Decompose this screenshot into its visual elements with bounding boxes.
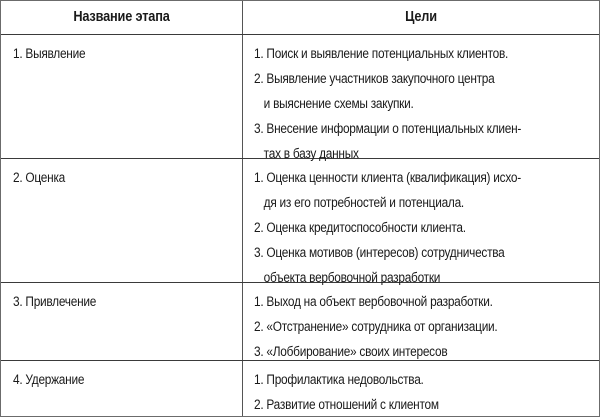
goal-item: 2. Развитие отношений с клиентом: [254, 397, 439, 412]
stage-cell: [1, 283, 242, 314]
goals-cell: [243, 159, 599, 290]
stage-cell: [1, 35, 242, 66]
goal-item: 2. Выявление участников закупочного центра и выяснение схемы закупки.: [254, 71, 495, 111]
goals-cell: [243, 283, 599, 364]
table-row: [1, 159, 599, 283]
table-row: [1, 361, 599, 416]
table-header-row: [1, 1, 599, 35]
goal-item: 3. Оценка мотивов (интересов) сотрудничества объекта вербовочной разработки: [254, 245, 505, 285]
goal-item: 1. Оценка ценности клиента (квалификация) исхо- дя из его потребностей и потенциала.: [254, 170, 521, 210]
table-row: [1, 283, 599, 361]
header-stage: Название этапа: [73, 9, 170, 25]
table-row: [1, 35, 599, 159]
goal-item: 2. Оценка кредитоспособности клиента.: [254, 220, 466, 235]
header-goals: Цели: [405, 9, 437, 25]
goals-cell: [243, 35, 599, 166]
stage-name: 2. Оценка: [13, 170, 65, 185]
goal-item: 1. Поиск и выявление потенциальных клиентов.: [254, 46, 509, 61]
goal-item: 1. Выход на объект вербовочной разработки.: [254, 294, 493, 309]
goal-item: 3. Внесение информации о потенциальных клиен- тах в базу данных: [254, 121, 522, 161]
stage-cell: [1, 361, 242, 392]
header-cell-goals: [243, 1, 599, 34]
stage-name: 4. Удержание: [13, 372, 85, 387]
goal-item: 2. «Отстранение» сотрудника от организации.: [254, 319, 498, 334]
goal-item: 1. Профилактика недовольства.: [254, 372, 424, 387]
goal-item: 3. «Лоббирование» своих интересов: [254, 344, 448, 359]
stage-cell: [1, 159, 242, 190]
goals-cell: [243, 361, 599, 417]
stage-name: 1. Выявление: [13, 46, 86, 61]
stage-name: 3. Привлечение: [13, 294, 97, 309]
header-cell-stage: [1, 1, 242, 34]
